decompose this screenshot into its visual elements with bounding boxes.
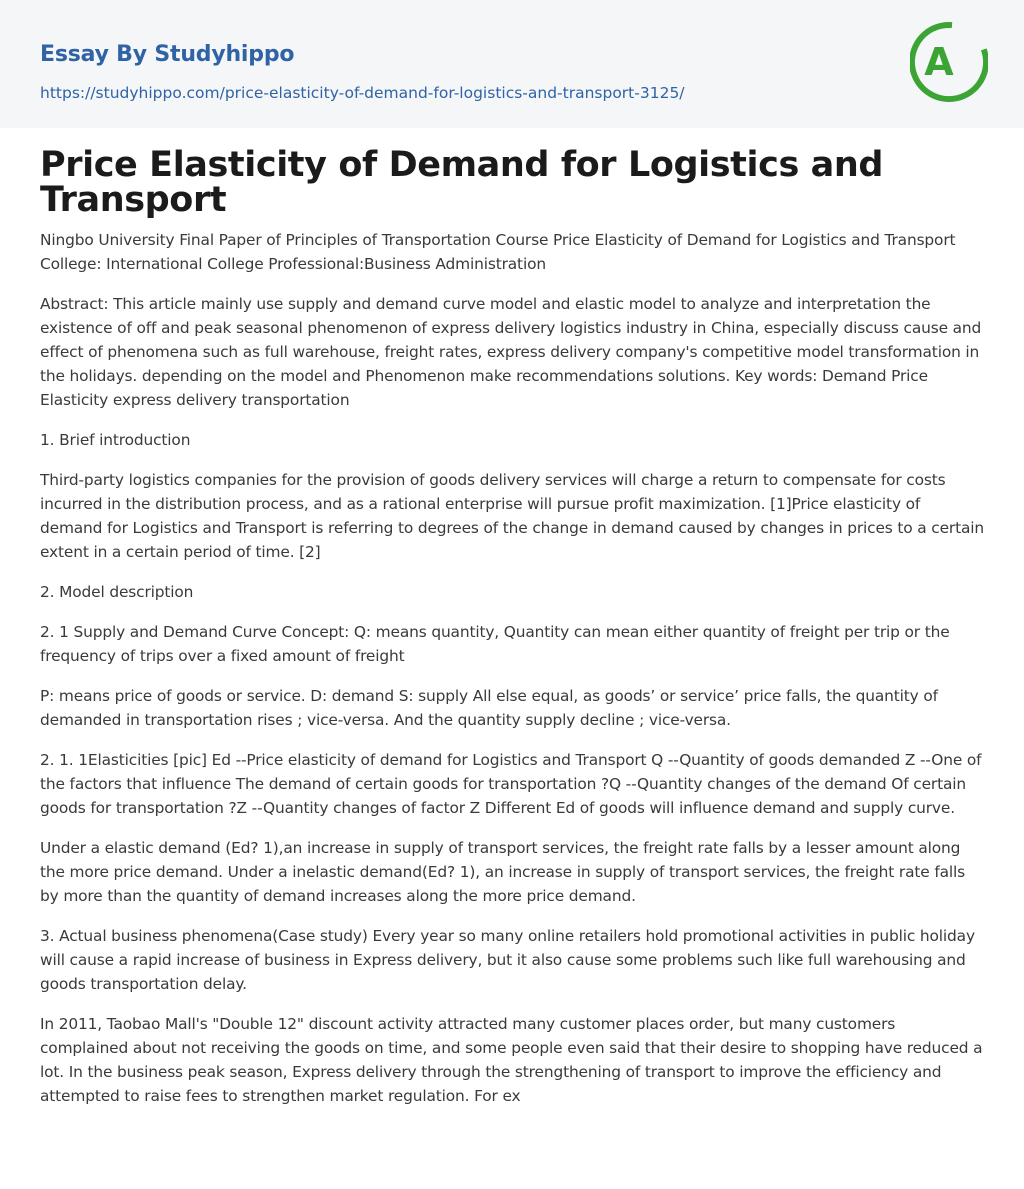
article-title: Price Elasticity of Demand for Logistics and Transport [40,145,884,220]
site-header [0,0,1024,128]
paragraph: 3. Actual business phenomena(Case study) Every year so many online retailers hold promotional activities in public holiday will cause a rapid increase of business in Express delivery, but it also cause some problems such like full warehousing and goods transportation delay. [40,927,975,993]
paragraph: P: means price of goods or service. D: demand S: supply All else equal, as goods’ or service’ price falls, the quantity of demanded in transportation rises ; vice-versa. And the quantity supply decline ; vice-versa. [40,687,938,729]
section-heading-introduction: 1. Brief introduction [40,431,191,449]
paragraph-abstract: Abstract: This article mainly use supply and demand curve model and elastic model to analyze and interpretation the existence of off and peak seasonal phenomenon of express delivery logistics industry in China, especially discuss cause and effect of phenomena such as full warehouse, freight rates, express delivery company's competitive model transformation in the holidays. depending on the model and Phenomenon make recommendations solutions. Key words: Demand Price Elasticity express delivery transportation [40,295,982,409]
article [40,145,986,1108]
studyhippo-logo-icon[interactable] [910,18,988,106]
paragraph-intro: Ningbo University Final Paper of Principles of Transportation Course Price Elasticity of Demand for Logistics and Transport College: International College Professional:Business Administration [40,231,956,273]
logo-letter: A [924,40,954,84]
paragraph: Under a elastic demand (Ed? 1),an increase in supply of transport services, the freight rate falls by a lesser amount along the more price demand. Under a inelastic demand(Ed? 1), an increase in supply of transport services, the freight rate falls by more than the quantity of demand increases along the more price demand. [40,839,965,905]
section-heading-model: 2. Model description [40,583,194,601]
brand-title[interactable]: Essay By Studyhippo [40,42,295,67]
source-url-link[interactable]: https://studyhippo.com/price-elasticity-of-demand-for-logistics-and-transport-3125/ [40,84,685,102]
paragraph: In 2011, Taobao Mall's "Double 12" discount activity attracted many customer places order, but many customers complained about not receiving the goods on time, and some people even said that their desire to shopping have reduced a lot. In the business peak season, Express delivery through the strengthening of transport to improve the efficiency and attempted to raise fees to strengthen market regulation. For ex [40,1015,983,1105]
paragraph: 2. 1 Supply and Demand Curve Concept: Q: means quantity, Quantity can mean either quantity of freight per trip or the frequency of trips over a fixed amount of freight [40,623,950,665]
paragraph: Third-party logistics companies for the provision of goods delivery services will charge a return to compensate for costs incurred in the distribution process, and as a rational enterprise will pursue profit maximization. [1]Price elasticity of demand for Logistics and Transport is referring to degrees of the change in demand caused by changes in prices to a certain extent in a certain period of time. [2] [40,471,984,561]
paragraph: 2. 1. 1Elasticities [pic] Ed --Price elasticity of demand for Logistics and Transport Q --Quantity of goods demanded Z --One of the factors that influence The demand of certain goods for transportation ?Q --Quantity changes of the demand Of certain goods for transportation ?Z --Quantity changes of factor Z Different Ed of goods will influence demand and supply curve. [40,751,982,817]
